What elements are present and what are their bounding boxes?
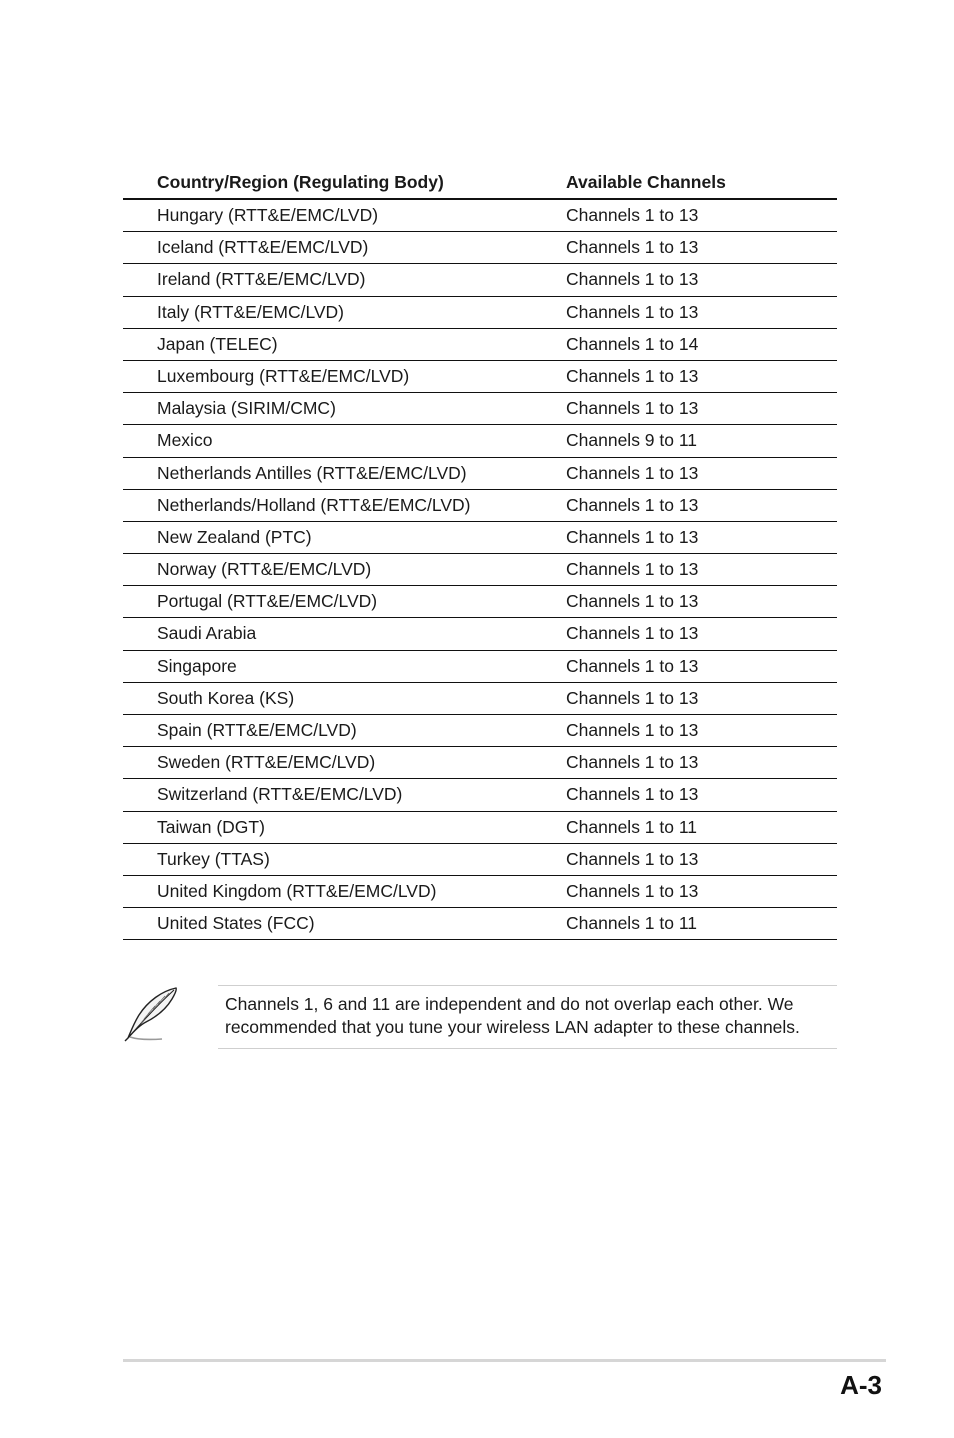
channels-cell: Channels 1 to 13 [566, 655, 699, 676]
note-line: recommended that you tune your wireless LAN adapter to these channels. [225, 1017, 800, 1037]
table-row [123, 490, 837, 522]
table-row [123, 876, 837, 908]
country-cell: Sweden (RTT&E/EMC/LVD) [157, 752, 376, 773]
table-row [123, 297, 837, 329]
channels-cell: Channels 1 to 13 [566, 398, 699, 419]
table-row [123, 747, 837, 779]
channels-cell: Channels 1 to 13 [566, 623, 699, 644]
table-row [123, 200, 837, 232]
table-row [123, 812, 837, 844]
country-cell: Italy (RTT&E/EMC/LVD) [157, 301, 345, 322]
country-cell: South Korea (KS) [157, 687, 295, 708]
channels-cell: Channels 1 to 13 [566, 526, 699, 547]
country-cell: Turkey (TTAS) [157, 848, 270, 869]
table-header [123, 166, 837, 200]
channels-cell: Channels 1 to 13 [566, 880, 699, 901]
page-number: A-3 [840, 1370, 882, 1400]
table-row [123, 715, 837, 747]
channels-cell: Channels 1 to 13 [566, 494, 699, 515]
channels-cell: Channels 1 to 11 [566, 913, 698, 934]
country-cell: Netherlands/Holland (RTT&E/EMC/LVD) [157, 494, 471, 515]
channel-table [123, 166, 837, 940]
table-row [123, 329, 837, 361]
channels-cell: Channels 1 to 13 [566, 462, 699, 483]
country-cell: Saudi Arabia [157, 623, 257, 644]
country-cell: Iceland (RTT&E/EMC/LVD) [157, 237, 369, 258]
table-row [123, 393, 837, 425]
table-row [123, 844, 837, 876]
channels-cell: Channels 9 to 11 [566, 430, 698, 451]
header-country: Country/Region (Regulating Body) [157, 172, 444, 192]
table-row [123, 618, 837, 650]
country-cell: United States (FCC) [157, 913, 315, 934]
table-row [123, 361, 837, 393]
table-row [123, 264, 837, 296]
country-cell: Mexico [157, 430, 213, 451]
country-cell: Japan (TELEC) [157, 333, 278, 354]
table-row [123, 651, 837, 683]
channels-cell: Channels 1 to 13 [566, 784, 699, 805]
country-cell: Taiwan (DGT) [157, 816, 265, 837]
table-row [123, 425, 837, 457]
country-cell: Singapore [157, 655, 237, 676]
country-cell: Spain (RTT&E/EMC/LVD) [157, 720, 357, 740]
channels-cell: Channels 1 to 13 [566, 559, 699, 580]
country-cell: Portugal (RTT&E/EMC/LVD) [157, 591, 378, 612]
table-row [123, 683, 837, 715]
country-cell: Netherlands Antilles (RTT&E/EMC/LVD) [157, 462, 467, 483]
channels-cell: Channels 1 to 13 [566, 365, 699, 386]
country-cell: Switzerland (RTT&E/EMC/LVD) [157, 784, 403, 805]
table-row [123, 586, 837, 618]
country-cell: Ireland (RTT&E/EMC/LVD) [157, 269, 366, 290]
country-cell: Malaysia (SIRIM/CMC) [157, 398, 336, 419]
table-row [123, 908, 837, 940]
country-cell: Norway (RTT&E/EMC/LVD) [157, 559, 372, 580]
note-line: Channels 1, 6 and 11 are independent and do not overlap each other. We [225, 994, 794, 1014]
channels-cell: Channels 1 to 13 [566, 752, 699, 773]
channels-cell: Channels 1 to 14 [566, 333, 699, 354]
table-row [123, 458, 837, 490]
channels-cell: Channels 1 to 13 [566, 720, 699, 740]
channels-cell: Channels 1 to 13 [566, 205, 699, 225]
table-row [123, 232, 837, 264]
feather-pen-icon [122, 985, 182, 1043]
channels-cell: Channels 1 to 13 [566, 591, 699, 612]
header-channels: Available Channels [566, 172, 726, 192]
channels-cell: Channels 1 to 13 [566, 269, 699, 290]
country-cell: New Zealand (PTC) [157, 526, 312, 547]
table-row [123, 554, 837, 586]
channels-cell: Channels 1 to 13 [566, 301, 699, 322]
footer-rule [123, 1359, 886, 1362]
channels-cell: Channels 1 to 13 [566, 237, 699, 258]
channels-cell: Channels 1 to 11 [566, 816, 698, 837]
country-cell: Luxembourg (RTT&E/EMC/LVD) [157, 365, 410, 386]
table-row [123, 779, 837, 811]
country-cell: Hungary (RTT&E/EMC/LVD) [157, 205, 379, 225]
channels-cell: Channels 1 to 13 [566, 848, 699, 869]
country-cell: United Kingdom (RTT&E/EMC/LVD) [157, 880, 437, 901]
channels-cell: Channels 1 to 13 [566, 687, 699, 708]
table-row [123, 522, 837, 554]
note-box [218, 985, 837, 1049]
table-body [123, 200, 837, 940]
note-text [225, 993, 825, 1039]
